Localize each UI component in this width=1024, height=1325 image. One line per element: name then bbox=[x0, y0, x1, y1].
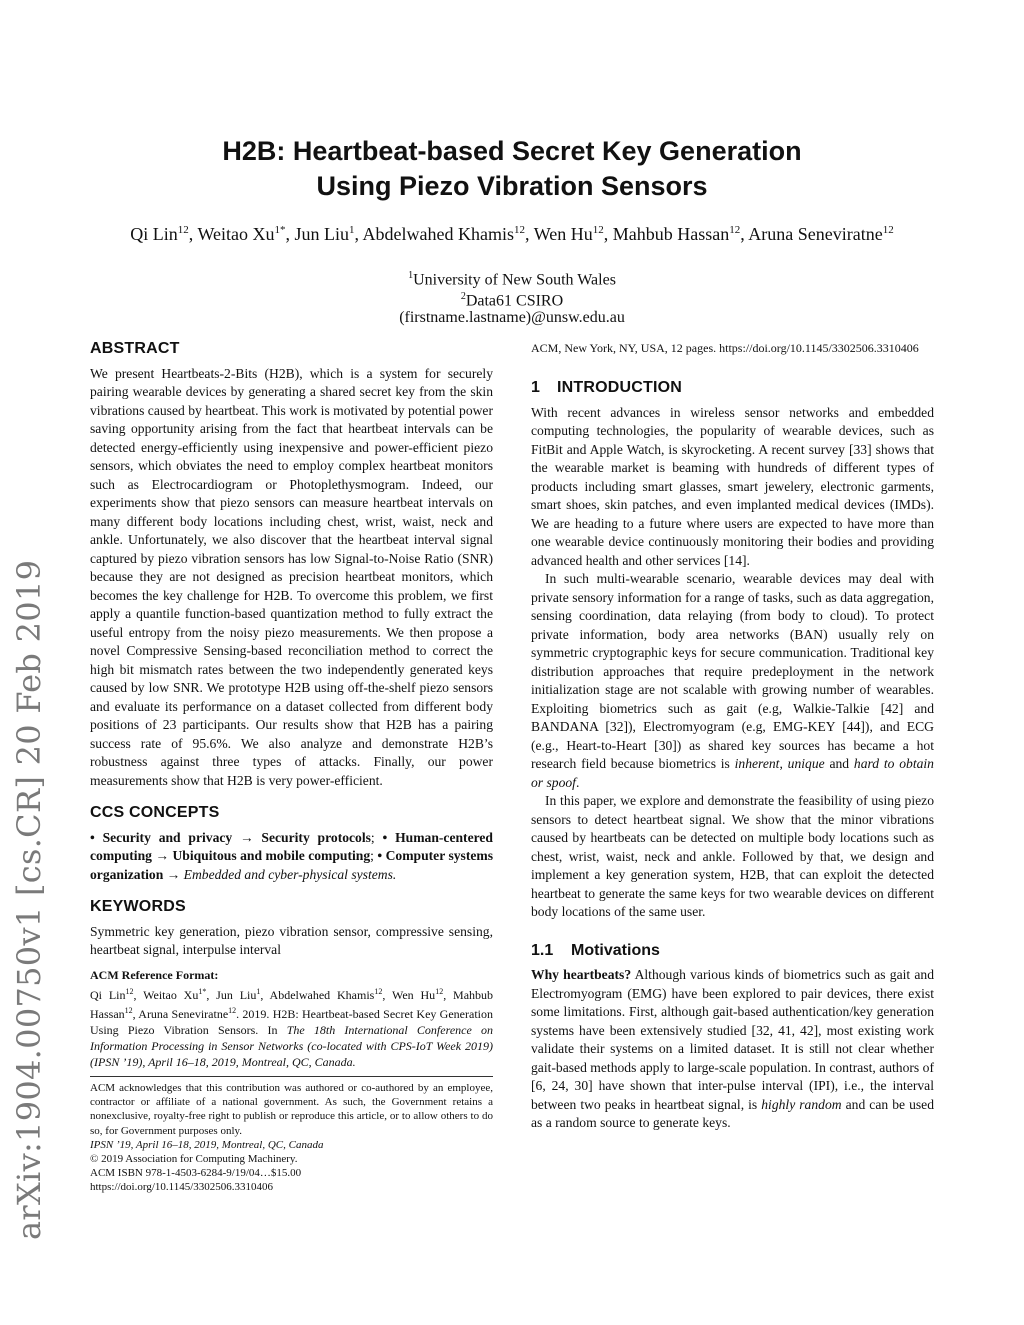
footnote-isbn: ACM ISBN 978-1-4503-6284-9/19/04…$15.00 bbox=[90, 1167, 302, 1180]
author-list bbox=[120, 219, 904, 245]
footnote bbox=[90, 1081, 493, 1195]
abstract-heading: ABSTRACT bbox=[90, 340, 180, 357]
paper-title bbox=[0, 134, 1024, 204]
author-email: (firstname.lastname)@unsw.edu.au bbox=[399, 309, 625, 326]
footnote-divider bbox=[90, 1076, 493, 1077]
author: Aruna Seneviratne$^{12}$ bbox=[748, 224, 894, 244]
introduction-heading: 1 INTRODUCTION bbox=[531, 379, 683, 396]
author: Weitao $Xu^{1*}$, bbox=[197, 224, 295, 244]
acm-reference-continued: ACM, New York, NY, USA, 12 pages. https://doi.org/10.1145/3302506.3310406 bbox=[531, 341, 919, 355]
footnote-copyright: © 2019 Association for Computing Machinery. bbox=[90, 1153, 298, 1166]
footnote-text: ACM acknowledges that this contribution was authored or co-authored by an employee, contractor or affiliate of a national government. As such, the Government retains a nonexclusive, royalty-free right to publish or reproduce this article, or to allow others to do so, for Government purposes only. bbox=[90, 1082, 493, 1137]
keywords-text: Symmetric key generation, piezo vibration sensor, compressive sensing, heartbeat signal, interpulse interval bbox=[90, 923, 493, 957]
right-column bbox=[531, 340, 934, 1133]
ccs-concepts: • Security and privacy → Security protocols; • Human-centered computing → Ubiquitous and mobile computing; • Computer systems organization → Embedded and cyber-physical systems. bbox=[90, 829, 493, 882]
footnote-doi: https://doi.org/10.1145/3302506.3310406 bbox=[90, 1181, 274, 1194]
author: Qi Lin$^{12}$, bbox=[130, 224, 198, 244]
abstract-text: We present Heartbeats-2-Bits (H2B), which is a system for securely pairing wearable devices by generating a shared secret key from the skin vibrations caused by heartbeat. This work is motivated by potential power saving opportunity arising from the fact that heartbeat intervals can be detected energy-efficiently using inexpensive and power-efficient piezo sensors, which obviates the need to employ complex heartbeat monitors such as Electrocardiogram or Photoplethysmogram. Indeed, our experiments show that piezo sensors can measure heartbeat intervals on many different body locations including chest, wrist, waist, neck and ankle. Unfortunately, we also discover that the heartbeat interval signal captured by piezo vibration sensors has low Signal-to-Noise Ratio (SNR) because they are not designed as precision heartbeat monitors, which becomes the key challenge for H2B. To overcome this problem, we first apply a quantile function-based quantization method to fully extract the useful entropy from the noisy piezo measurements. We then propose a novel Compressive Sensing-based reconciliation method to correct the high bit mismatch rates between the two independently generated keys caused by low SNR. We prototype H2B using off-the-shelf piezo sensors and evaluate its performance on a dataset collected from different body positions of 23 participants. Our results show that H2B has a pairing success rate of 95.6%. We also analyze and demonstrate H2B’s robustness against three types of attacks. Finally, our power measurements show that H2B is very power-efficient. bbox=[90, 365, 493, 788]
author: Wen Hu$^{12}$, bbox=[533, 224, 613, 244]
intro-paragraph-1: With recent advances in wireless sensor networks and embedded computing technologies, the popularity of wearable devices, such as FitBit and Apple Watch, is skyrocketing. A recent survey [33] shows that the wearable market is beaming with hundreds of different types of products including smart glasses, smart jewelery, electronic garments, smart shoes, skin patches, and even implanted medical devices (IMDs). We are heading to a future where users are expected to have more than one wearable device continuously monitoring their bodies and providing advanced health and other services [14]. bbox=[531, 404, 934, 568]
keywords-heading: KEYWORDS bbox=[90, 898, 186, 915]
arxiv-stamp: arXiv:1904.00750v1 [cs.CR] 20 Feb 2019 bbox=[10, 559, 48, 1240]
motivations-paragraph: Why heartbeats? Although various kinds of biometrics such as gait and Electromyogram (EMG) have been explored to pair devices, there exist some limitations. First, although gait-based authentication/key generation systems have been extensively studied [32, 41, 42], most existing work validate their systems on a limited dataset. It is still not clear whether gait-based methods apply to large-scale population. In contrast, authors of [6, 24, 30] have shown that inter-pulse interval (IPI), i.e., the interval between two peaks in heartbeat signal, is highly random and can be used as a random source to generate keys. bbox=[531, 967, 935, 1130]
footnote-venue: IPSN ’19, April 16–18, 2019, Montreal, QC, Canada bbox=[90, 1138, 324, 1151]
affiliation-1: $^1$University of New South Wales bbox=[408, 270, 616, 289]
left-column bbox=[90, 340, 493, 1195]
ccs-heading: CCS CONCEPTS bbox=[90, 804, 220, 821]
acm-reference-text: Qi Lin$^{12}$, Weitao $Xu^{1*}$, Jun Liu$^1$, Abdelwahed Khamis$^{12}$, Wen Hu$^{12}$, Mahbub Hassan$^{12}$, Aruna Seneviratne$^{12}$. 2019. H2B: Heartbeat-based Secret Key Generation Using Piezo Vibration Sensors. In The 18th International Conference on Information Processing in Sensor Networks (co-located with CPS-IoT Week 2019) (IPSN ’19), April 16–18, 2019, Montreal, QC, Canada. bbox=[90, 987, 494, 1069]
title-line-1: H2B: Heartbeat-based Secret Key Generation bbox=[222, 136, 802, 166]
acm-reference-heading: ACM Reference Format: bbox=[90, 967, 219, 982]
title-line-2: Using Piezo Vibration Sensors bbox=[316, 171, 708, 201]
intro-paragraph-2: In such multi-wearable scenario, wearable devices may deal with private sensory information for a range of tasks, such as data aggregation, sensing coordination, data relaying (from body to cloud). To protect private information, body area networks (BAN) usually rely on symmetric cryptographic keys for secure communication. Traditional key distribution approaches that require predeployment in the network initialization stage are not scalable with growing number of wearables. Exploiting biometrics such as gait (e.g, Walkie-Talkie [42] and BANDANA [32]), Electromyogram (e.g, EMG-KEY [44]), and ECG (e.g., Heart-to-Heart [30]) as shared key sources has became a hot research field because biometrics is inherent, unique and hard to obtain or spoof. bbox=[531, 571, 934, 790]
author: Mahbub Hassan$^{12}$, bbox=[612, 224, 749, 244]
acm-reference-venue: The 18th International Conference on Information Processing in Sensor Networks (co-located with CPS-IoT Week 2019) (IPSN ’19), April 16–18, 2019, Montreal, QC, Canada. bbox=[90, 1023, 493, 1069]
motivations-heading: 1.1 Motivations bbox=[531, 941, 660, 959]
author: Abdelwahed Khamis$^{12}$, bbox=[362, 224, 534, 244]
author: Jun Liu$^1$, bbox=[294, 224, 363, 244]
affiliation-2: $^2$Data61 CSIRO bbox=[460, 291, 564, 310]
intro-paragraph-3: In this paper, we explore and demonstrate the feasibility of using piezo sensors to detect heartbeat signal. We show that the minor vibrations caused by heartbeats can be detected on multiple body locations such as chest, wrist, waist, neck and ankle. Followed by that, we design and implement a key generation system, H2B, that can exploit the detected heartbeat to generate the same keys for two wearable devices on different body locations of the same user. bbox=[531, 793, 934, 919]
